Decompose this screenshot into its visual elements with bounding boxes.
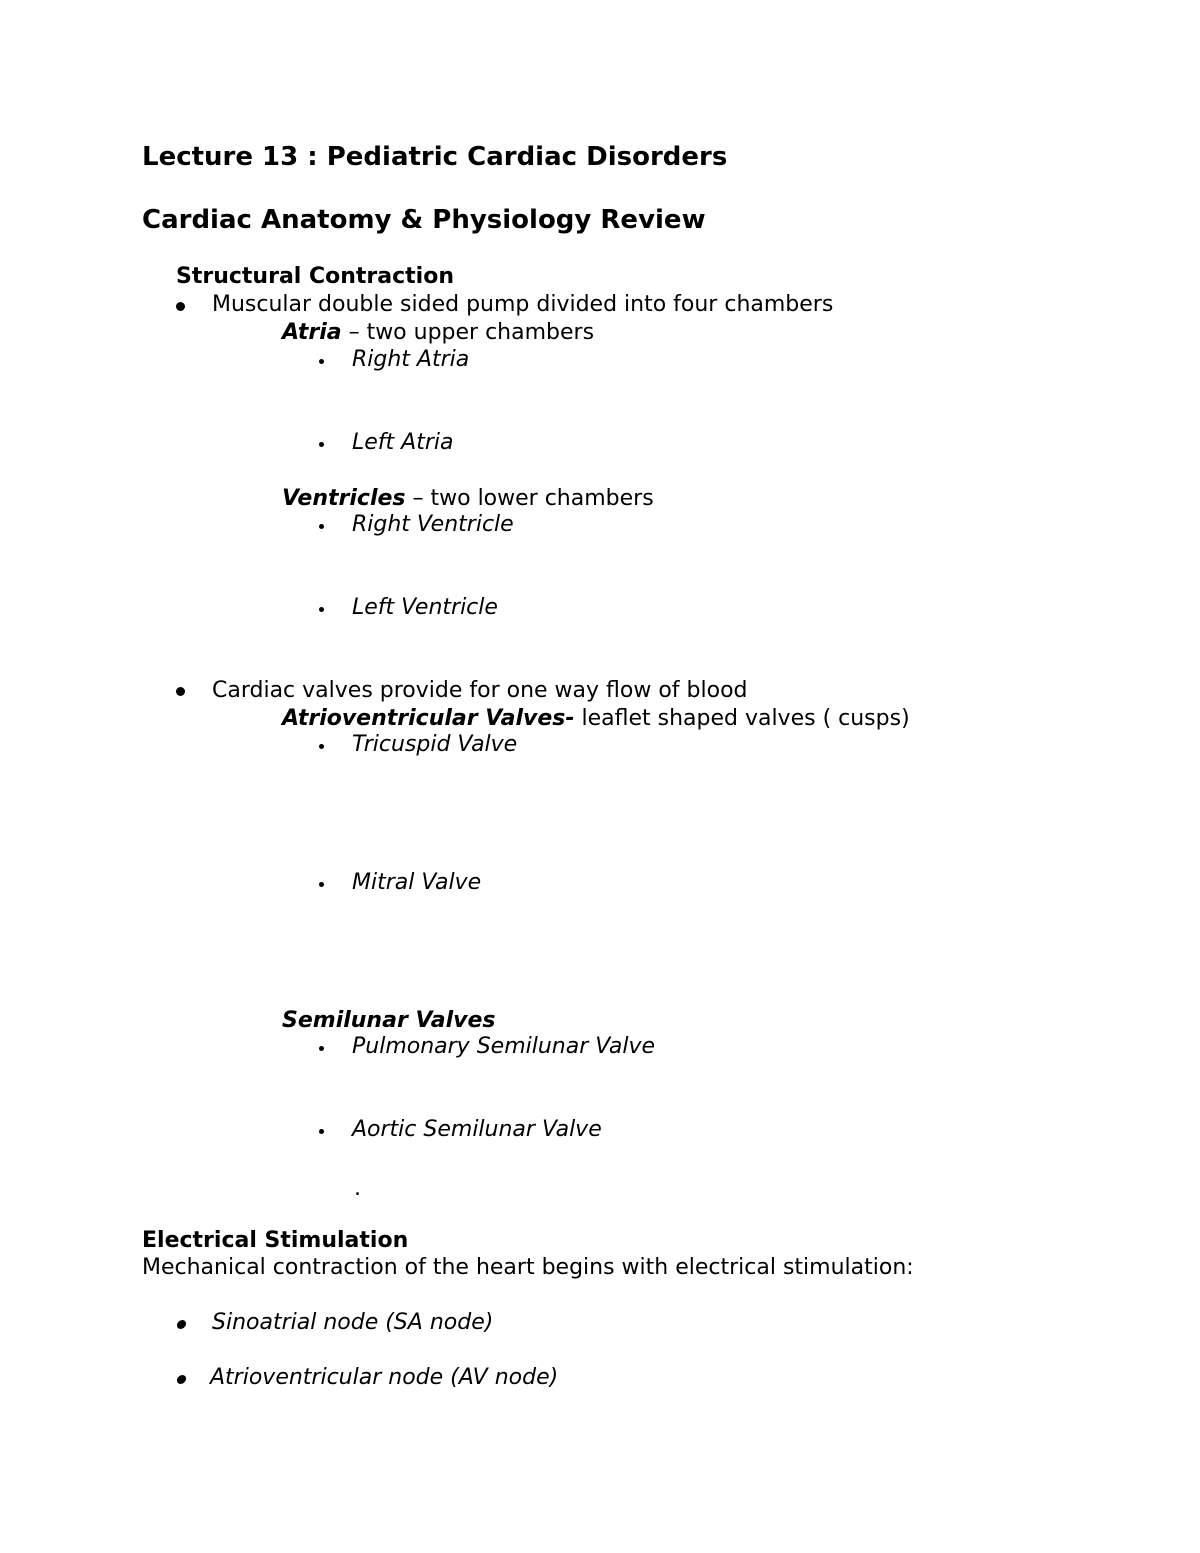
bullet-icon xyxy=(176,687,185,696)
right-ventricle-item: Right Ventricle xyxy=(352,512,514,537)
av-node-item: Atrioventricular node (AV node) xyxy=(210,1365,559,1390)
sa-node-item: Sinoatrial node (SA node) xyxy=(212,1310,494,1335)
bullet-cardiac-valves: Cardiac valves provide for one way flow of blood xyxy=(212,678,748,703)
bullet-icon xyxy=(176,302,185,311)
tricuspid-valve-item: Tricuspid Valve xyxy=(352,732,518,757)
right-atria-item: Right Atria xyxy=(352,347,470,372)
bullet-icon xyxy=(319,882,324,887)
bullet-four-chambers: Muscular double sided pump divided into four chambers xyxy=(212,292,834,317)
av-valves-line xyxy=(282,708,910,730)
structural-contraction-heading: Structural Contraction xyxy=(176,264,454,289)
electrical-stimulation-heading: Electrical Stimulation xyxy=(142,1228,409,1253)
aortic-semilunar-valve-item: Aortic Semilunar Valve xyxy=(352,1117,602,1142)
left-ventricle-item: Left Ventricle xyxy=(352,595,498,620)
bullet-icon xyxy=(176,1375,187,1384)
bullet-icon xyxy=(176,1320,187,1329)
bullet-icon xyxy=(319,607,324,612)
bullet-icon xyxy=(319,359,324,364)
bullet-icon xyxy=(319,1046,324,1051)
electrical-intro: Mechanical contraction of the heart begins with electrical stimulation: xyxy=(142,1255,914,1280)
atria-line xyxy=(282,322,594,344)
atria-term: Atria xyxy=(282,320,342,345)
bullet-icon xyxy=(319,524,324,529)
bullet-icon xyxy=(319,744,324,749)
ventricles-desc: – two lower chambers xyxy=(405,486,654,511)
bullet-icon xyxy=(319,442,324,447)
section-heading: Cardiac Anatomy & Physiology Review xyxy=(142,205,706,235)
left-atria-item: Left Atria xyxy=(352,430,454,455)
av-valves-desc: leaflet shaped valves ( cusps) xyxy=(574,706,910,731)
av-valves-term: Atrioventricular Valves- xyxy=(282,706,575,731)
mitral-valve-item: Mitral Valve xyxy=(352,870,482,895)
pulmonary-semilunar-valve-item: Pulmonary Semilunar Valve xyxy=(352,1034,656,1059)
ventricles-term: Ventricles xyxy=(282,486,406,511)
ventricles-line xyxy=(282,488,654,510)
stray-period: . xyxy=(354,1176,361,1201)
lecture-title: Lecture 13 : Pediatric Cardiac Disorders xyxy=(142,142,728,172)
bullet-icon xyxy=(319,1129,324,1134)
atria-desc: – two upper chambers xyxy=(341,320,595,345)
semilunar-valves-term: Semilunar Valves xyxy=(282,1008,496,1033)
